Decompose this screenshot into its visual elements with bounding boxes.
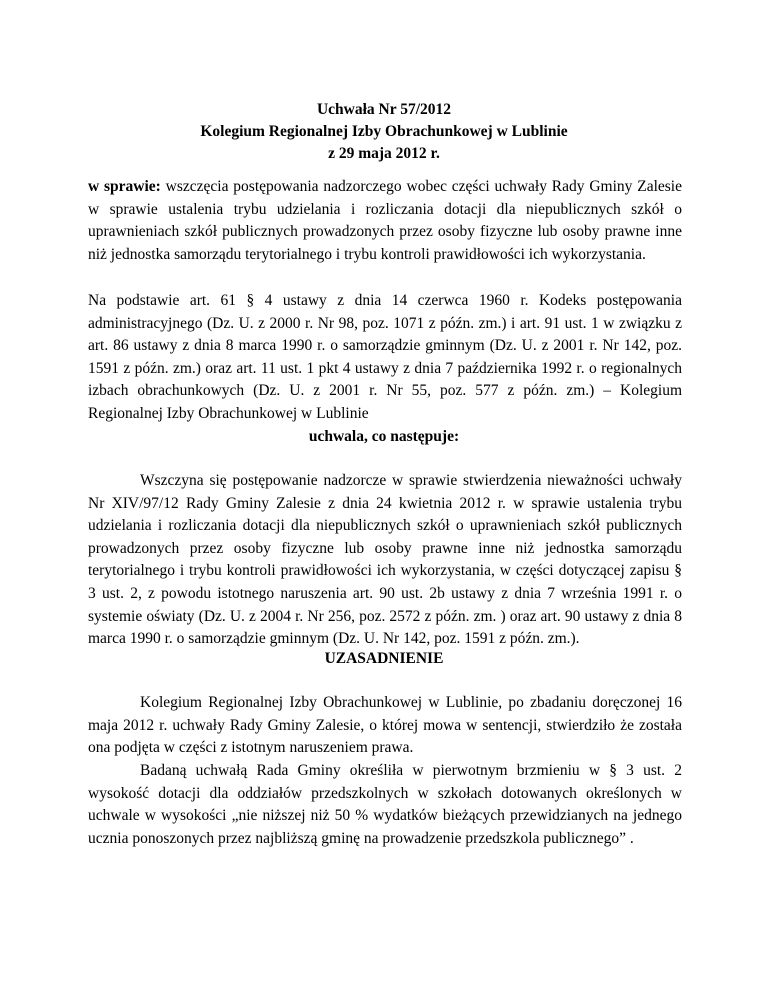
justification-paragraph-1: Kolegium Regionalnej Izby Obrachunkowej w Lublinie, po zbadaniu doręczonej 16 maja 2012 r. uchwały Rady Gminy Zalesie, o której mowa w sentencji, stwierdziło że została ona podjęta w części z istotnym naruszeniem prawa. [88,694,682,757]
document-header [0,99,768,165]
subject-text: wszczęcia postępowania nadzorczego wobec części uchwały Rady Gminy Zalesie w sprawie ustalenia trybu udzielania i rozliczania dotacji dla niepublicznych szkół o uprawnieniach szkół publicznych prowadzonych przez osoby fizyczne lub osoby prawne inne niż jednostka samorządu terytorialnego i trybu kontroli prawidłowości ich wykorzystania. [88,178,682,263]
subject-label: w sprawie: [88,178,161,195]
issuing-body: Kolegium Regionalnej Izby Obrachunkowej w Lublinie [200,123,568,140]
justification-heading: UZASADNIENIE [324,650,444,667]
legal-basis-paragraph: Na podstawie art. 61 § 4 ustawy z dnia 14 czerwca 1960 r. Kodeks postępowania administracyjnego (Dz. U. z 2000 r. Nr 98, poz. 1071 z późn. zm.) i art. 91 ust. 1 w związku z art. 86 ustawy z dnia 8 marca 1990 r. o samorządzie gminnym (Dz. U. z 2001 r. Nr 142, poz. 1591 z późn. zm.) oraz art. 11 ust. 1 pkt 4 ustawy z dnia 7 października 1992 r. o regionalnych izbach obrachunkowych (Dz. U. z 2001 r. Nr 55, poz. 577 z późn. zm.) – Kolegium Regionalnej Izby Obrachunkowej w Lublinie [88,292,682,422]
resolves-heading: uchwala, co następuje: [308,428,460,445]
decision-paragraph: Wszczyna się postępowanie nadzorcze w sprawie stwierdzenia nieważności uchwały Nr XIV/97/12 Rady Gminy Zalesie z dnia 24 kwietnia 2012 r. w sprawie ustalenia trybu udzielania i rozliczania dotacji dla niepublicznych szkół o uprawnieniach szkół publicznych prowadzonych przez osoby fizyczne lub osoby prawne inne niż jednostka samorządu terytorialnego i trybu kontroli prawidłowości ich wykorzystania, w części dotyczącej zapisu § 3 ust. 2, z powodu istotnego naruszenia art. 90 ust. 2b ustawy z dnia 7 września 1991 r. o systemie oświaty (Dz. U. z 2004 r. Nr 256, poz. 2572 z późn. zm. ) oraz art. 90 ustawy z dnia 8 marca 1990 r. o samorządzie gminnym (Dz. U. Nr 142, poz. 1591 z późn. zm.). [88,472,682,648]
resolution-date: z 29 maja 2012 r. [328,145,440,162]
subject-paragraph [88,176,682,266]
justification-paragraph-2: Badaną uchwałą Rada Gminy określiła w pierwotnym brzmieniu w § 3 ust. 2 wysokość dotacji dla oddziałów przedszkolnych w szkołach dotowanych określonych w uchwale w wysokości „nie niższej niż 50 % wydatków bieżących przewidzianych na jednego ucznia ponoszonych przez najbliższą gminę na prowadzenie przedszkola publicznego” . [88,762,682,847]
resolution-number: Uchwała Nr 57/2012 [316,101,452,118]
